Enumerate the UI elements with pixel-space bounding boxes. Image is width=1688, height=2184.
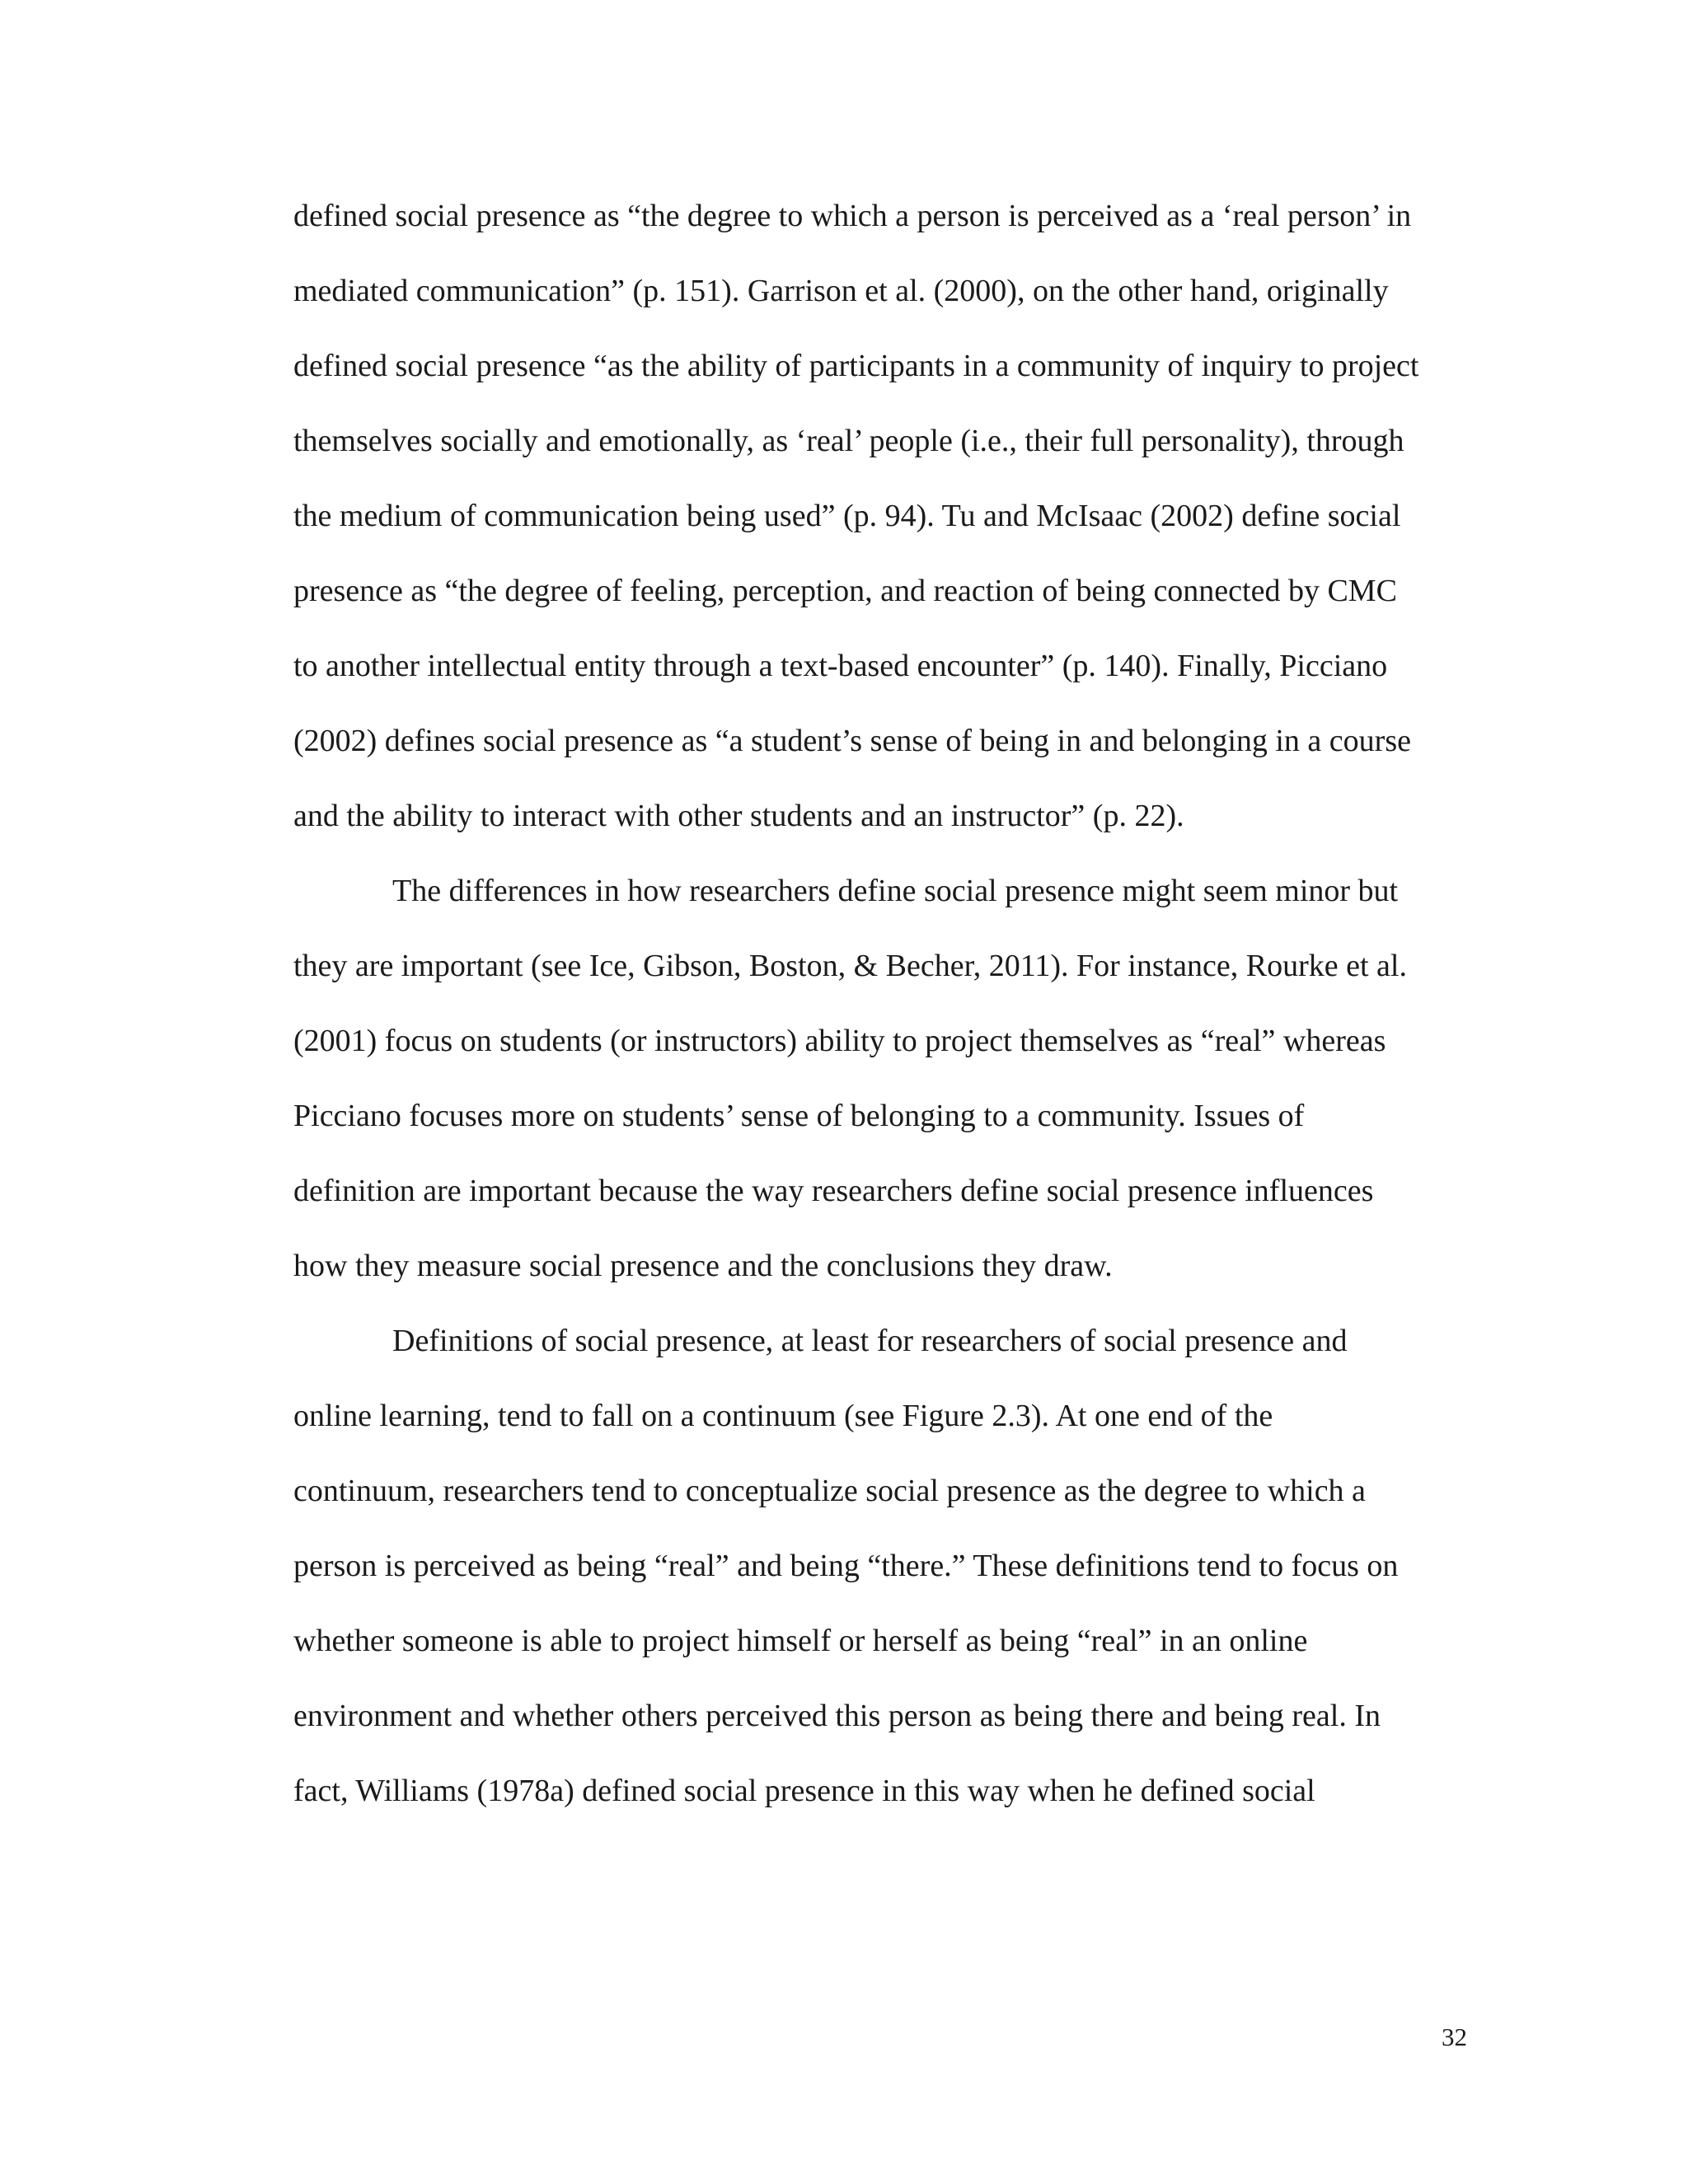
- body-text-line: how they measure social presence and the conclusions they draw.: [293, 1249, 1113, 1283]
- body-text-line: definition are important because the way researchers define social presence influences: [293, 1174, 1374, 1208]
- body-text-line: continuum, researchers tend to conceptualize social presence as the degree to which a: [293, 1474, 1366, 1508]
- body-text-line: person is perceived as being “real” and being “there.” These definitions tend to focus on: [293, 1549, 1399, 1583]
- body-text-line: defined social presence “as the ability of participants in a community of inquiry to project: [293, 349, 1419, 383]
- body-text-line: whether someone is able to project himself or herself as being “real” in an online: [293, 1624, 1308, 1658]
- body-text-line: environment and whether others perceived this person as being there and being real. In: [293, 1699, 1381, 1733]
- body-text-line: themselves socially and emotionally, as ‘real’ people (i.e., their full personality), through: [293, 424, 1404, 458]
- paragraph-first-line: The differences in how researchers define social presence might seem minor but: [392, 874, 1399, 908]
- body-text-line: online learning, tend to fall on a continuum (see Figure 2.3). At one end of the: [293, 1399, 1273, 1433]
- body-text-line: and the ability to interact with other students and an instructor” (p. 22).: [293, 799, 1184, 833]
- body-text-line: (2002) defines social presence as “a student’s sense of being in and belonging in a course: [293, 724, 1411, 758]
- body-text-line: fact, Williams (1978a) defined social presence in this way when he defined social: [293, 1774, 1315, 1808]
- body-text-line: mediated communication” (p. 151). Garrison et al. (2000), on the other hand, originally: [293, 274, 1389, 308]
- body-text-line: the medium of communication being used” (p. 94). Tu and McIsaac (2002) define social: [293, 499, 1401, 533]
- body-text-line: presence as “the degree of feeling, perception, and reaction of being connected by CMC: [293, 574, 1397, 608]
- body-text-line: Picciano focuses more on students’ sense of belonging to a community. Issues of: [293, 1099, 1305, 1133]
- body-text-line: (2001) focus on students (or instructors) ability to project themselves as “real” whereas: [293, 1024, 1386, 1058]
- body-text-line: they are important (see Ice, Gibson, Boston, & Becher, 2011). For instance, Rourke et al.: [293, 949, 1407, 983]
- body-text-line: to another intellectual entity through a text-based encounter” (p. 140). Finally, Picciano: [293, 649, 1388, 683]
- page-number: 32: [1442, 2022, 1467, 2051]
- paragraph-first-line: Definitions of social presence, at least for researchers of social presence and: [392, 1324, 1348, 1358]
- body-text-line: defined social presence as “the degree to which a person is perceived as a ‘real person’ in: [293, 199, 1412, 233]
